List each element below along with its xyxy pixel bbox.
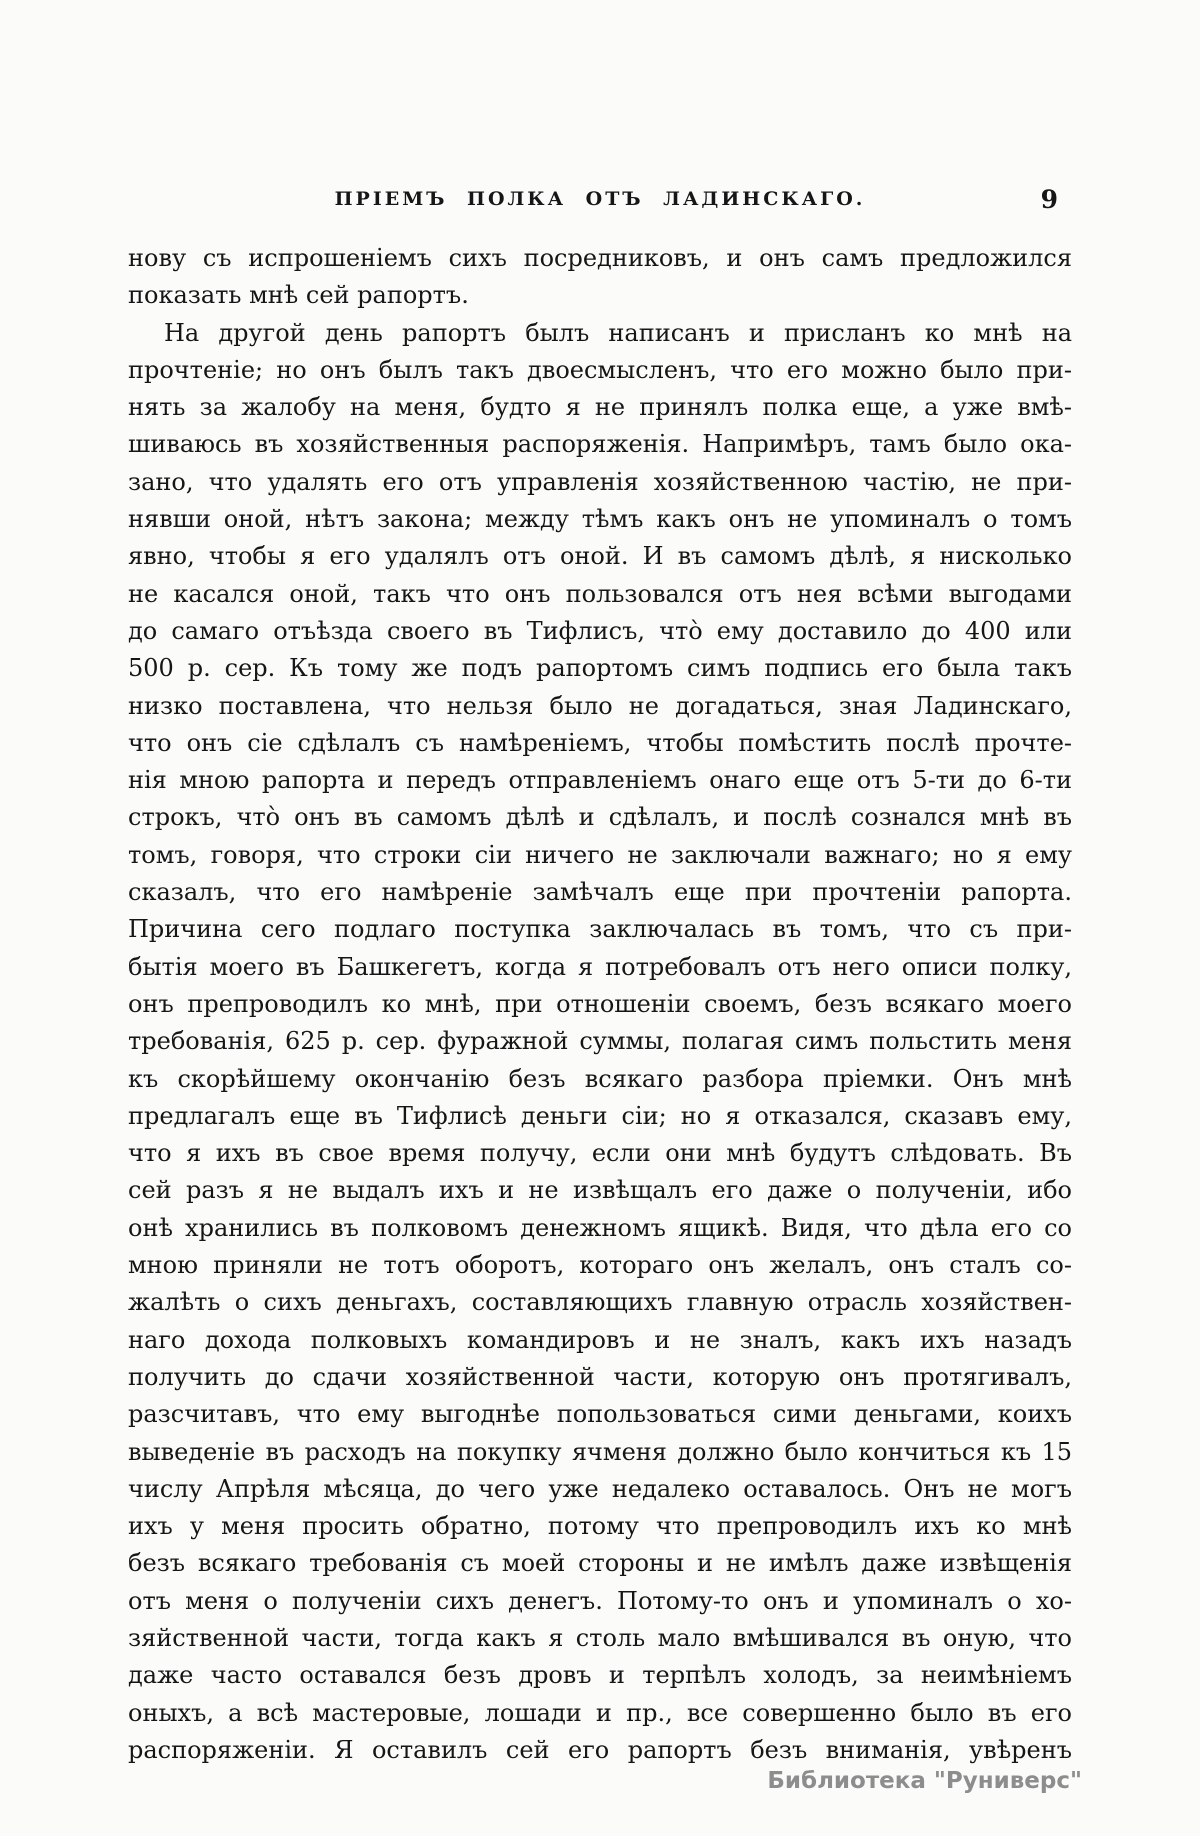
text-line: онъ препроводилъ ко мнѣ, при отношеніи своемъ, безъ всякаго моего [128, 989, 1072, 1018]
text-line: низко поставлена, что нельзя было не догадаться, зная Ладинскаго, [128, 691, 1072, 720]
text-line: не касался оной, такъ что онъ пользовался отъ нея всѣми выгодами [128, 579, 1072, 608]
text-line: даже часто оставался безъ дровъ и терпѣлъ холодъ, за неимѣніемъ [128, 1661, 1072, 1690]
text-line: сказалъ, что его намѣреніе замѣчалъ еще при прочтеніи рапорта. [128, 878, 1072, 907]
text-line: разсчитавъ, что ему выгоднѣе попользоваться сими деньгами, коихъ [128, 1400, 1072, 1429]
text-line: нія мною рапорта и передъ отправленіемъ онаго еще отъ 5-ти до 6-ти [128, 766, 1072, 795]
text-line: сей разъ я не выдалъ ихъ и не извѣщалъ его даже о полученіи, ибо [128, 1176, 1072, 1205]
text-line: томъ, говоря, что строки сіи ничего не заключали важнаго; но я ему [128, 840, 1072, 869]
text-line: строкъ, что̀ онъ въ самомъ дѣлѣ и сдѣлалъ, и послѣ сознался мнѣ въ [128, 803, 1072, 832]
text-line: бытія моего въ Башкегетъ, когда я потребовалъ отъ него описи полку, [128, 952, 1072, 981]
text-line: безъ всякаго требованія съ моей стороны и не имѣлъ даже извѣщенія [128, 1549, 1072, 1578]
text-line: зяйственной части, тогда какъ я столь мало вмѣшивался въ оную, что [128, 1623, 1072, 1652]
text-line: 500 р. сер. Къ тому же подъ рапортомъ симъ подпись его была такъ [128, 654, 1072, 683]
text-line: жалѣть о сихъ деньгахъ, составляющихъ главную отрасль хозяйствен- [128, 1288, 1072, 1317]
text-line: отъ меня о полученіи сихъ денегъ. Потому-то онъ и упоминалъ о хо- [128, 1586, 1072, 1615]
text-line: мною приняли не тотъ оборотъ, котораго онъ желалъ, онъ сталъ со- [128, 1251, 1072, 1280]
text-line: ихъ у меня просить обратно, потому что препроводилъ ихъ ко мнѣ [128, 1512, 1072, 1541]
body-text [128, 240, 1072, 1769]
text-line: къ скорѣйшему окончанію безъ всякаго разбора пріемки. Онъ мнѣ [128, 1064, 1072, 1093]
text-line: распоряженіи. Я оставилъ сей его рапортъ безъ вниманія, увѣренъ [128, 1735, 1072, 1764]
text-line: нявши оной, нѣтъ закона; между тѣмъ какъ онъ не упоминалъ о томъ [128, 505, 1072, 534]
text-line: наго дохода полковыхъ командировъ и не зналъ, какъ ихъ назадъ [128, 1325, 1072, 1354]
text-line: получить до сдачи хозяйственной части, которую онъ протягивалъ, [128, 1362, 1072, 1391]
page-number: 9 [1040, 185, 1058, 214]
text-line: На другой день рапортъ былъ написанъ и присланъ ко мнѣ на [164, 318, 1072, 347]
text-line: нову съ испрошеніемъ сихъ посредниковъ, и онъ самъ предложился [128, 244, 1072, 272]
running-header [128, 185, 1072, 216]
text-line: что онъ сіе сдѣлалъ съ намѣреніемъ, чтобы помѣстить послѣ прочте- [128, 728, 1072, 757]
page-header-title: ПРІЕМЪ ПОЛКА ОТЪ ЛАДИНСКАГО. [334, 188, 866, 210]
text-line: шиваюсь въ хозяйственныя распоряженія. Напримѣръ, тамъ было ока- [128, 430, 1072, 459]
text-line: что я ихъ въ свое время получу, если они мнѣ будутъ слѣдовать. Въ [128, 1139, 1072, 1168]
text-line: явно, чтобы я его удалялъ отъ оной. И въ самомъ дѣлѣ, я нисколько [128, 542, 1072, 571]
text-line: показать мнѣ сей рапортъ. [128, 281, 469, 310]
text-line: нять за жалобу на меня, будто я не принялъ полка еще, а уже вмѣ- [128, 393, 1072, 422]
text-line: числу Апрѣля мѣсяца, до чего уже недалеко оставалось. Онъ не могъ [128, 1474, 1072, 1503]
text-line: зано, что удалять его отъ управленія хозяйственною частію, не при- [128, 467, 1072, 496]
text-line: прочтеніе; но онъ былъ такъ двоесмысленъ, что его можно было при- [128, 355, 1072, 384]
text-line: Причина сего подлаго поступка заключалась въ томъ, что съ при- [128, 915, 1072, 944]
library-watermark: Библиотека "Руниверс" [767, 1768, 1082, 1794]
text-line: онѣ хранились въ полковомъ денежномъ ящикѣ. Видя, что дѣла его со [128, 1213, 1072, 1242]
text-line: оныхъ, а всѣ мастеровые, лошади и пр., все совершенно было въ его [128, 1698, 1072, 1727]
text-line: требованія, 625 р. сер. фуражной суммы, полагая симъ польстить меня [128, 1027, 1072, 1056]
text-line: до самаго отъѣзда своего въ Тифлисъ, что̀ ему доставило до 400 или [128, 616, 1072, 645]
text-line: предлагалъ еще въ Тифлисѣ деньги сіи; но я отказался, сказавъ ему, [128, 1101, 1072, 1130]
text-line: выведеніе въ расходъ на покупку ячменя должно было кончиться къ 15 [128, 1437, 1072, 1466]
